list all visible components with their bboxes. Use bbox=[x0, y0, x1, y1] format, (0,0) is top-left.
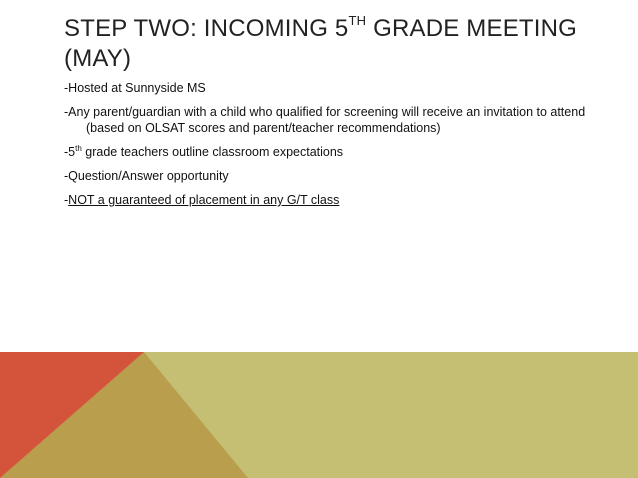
bullet-text: Question/Answer opportunity bbox=[68, 169, 229, 183]
title-line2: (MAY) bbox=[64, 45, 132, 72]
bullet-text: Any parent/guardian with a child who qualified for screening will receive an invitation to attend (based on OLSAT scores and parent/teacher recommendations) bbox=[68, 105, 586, 135]
title-line1-suffix: GRADE MEETING bbox=[366, 15, 578, 42]
bullet-list bbox=[64, 80, 594, 216]
slide-title bbox=[64, 14, 604, 74]
bullet-expectations bbox=[64, 144, 594, 160]
title-ordinal-suffix: TH bbox=[348, 13, 367, 28]
title-line1-prefix: STEP TWO: INCOMING 5 bbox=[64, 15, 349, 42]
decorative-footer-band bbox=[0, 352, 638, 478]
bullet-not-guaranteed bbox=[64, 192, 594, 208]
bullet-ordinal-suffix: th bbox=[75, 144, 82, 153]
bullet-dash: - bbox=[64, 105, 69, 119]
bullet-hosted bbox=[64, 80, 594, 96]
bullet-question-answer bbox=[64, 168, 594, 184]
bullet-dash: - bbox=[64, 81, 69, 95]
bullet-text: Hosted at Sunnyside MS bbox=[68, 81, 206, 95]
bullet-dash: - bbox=[64, 145, 69, 159]
bullet-dash: - bbox=[64, 193, 69, 207]
bullet-text: grade teachers outline classroom expectations bbox=[81, 145, 344, 159]
bullet-dash: - bbox=[64, 169, 69, 183]
bullet-number: 5 bbox=[68, 145, 76, 159]
bullet-invitation bbox=[64, 104, 594, 136]
bullet-text-underlined: NOT a guaranteed of placement in any G/T class bbox=[68, 193, 340, 207]
